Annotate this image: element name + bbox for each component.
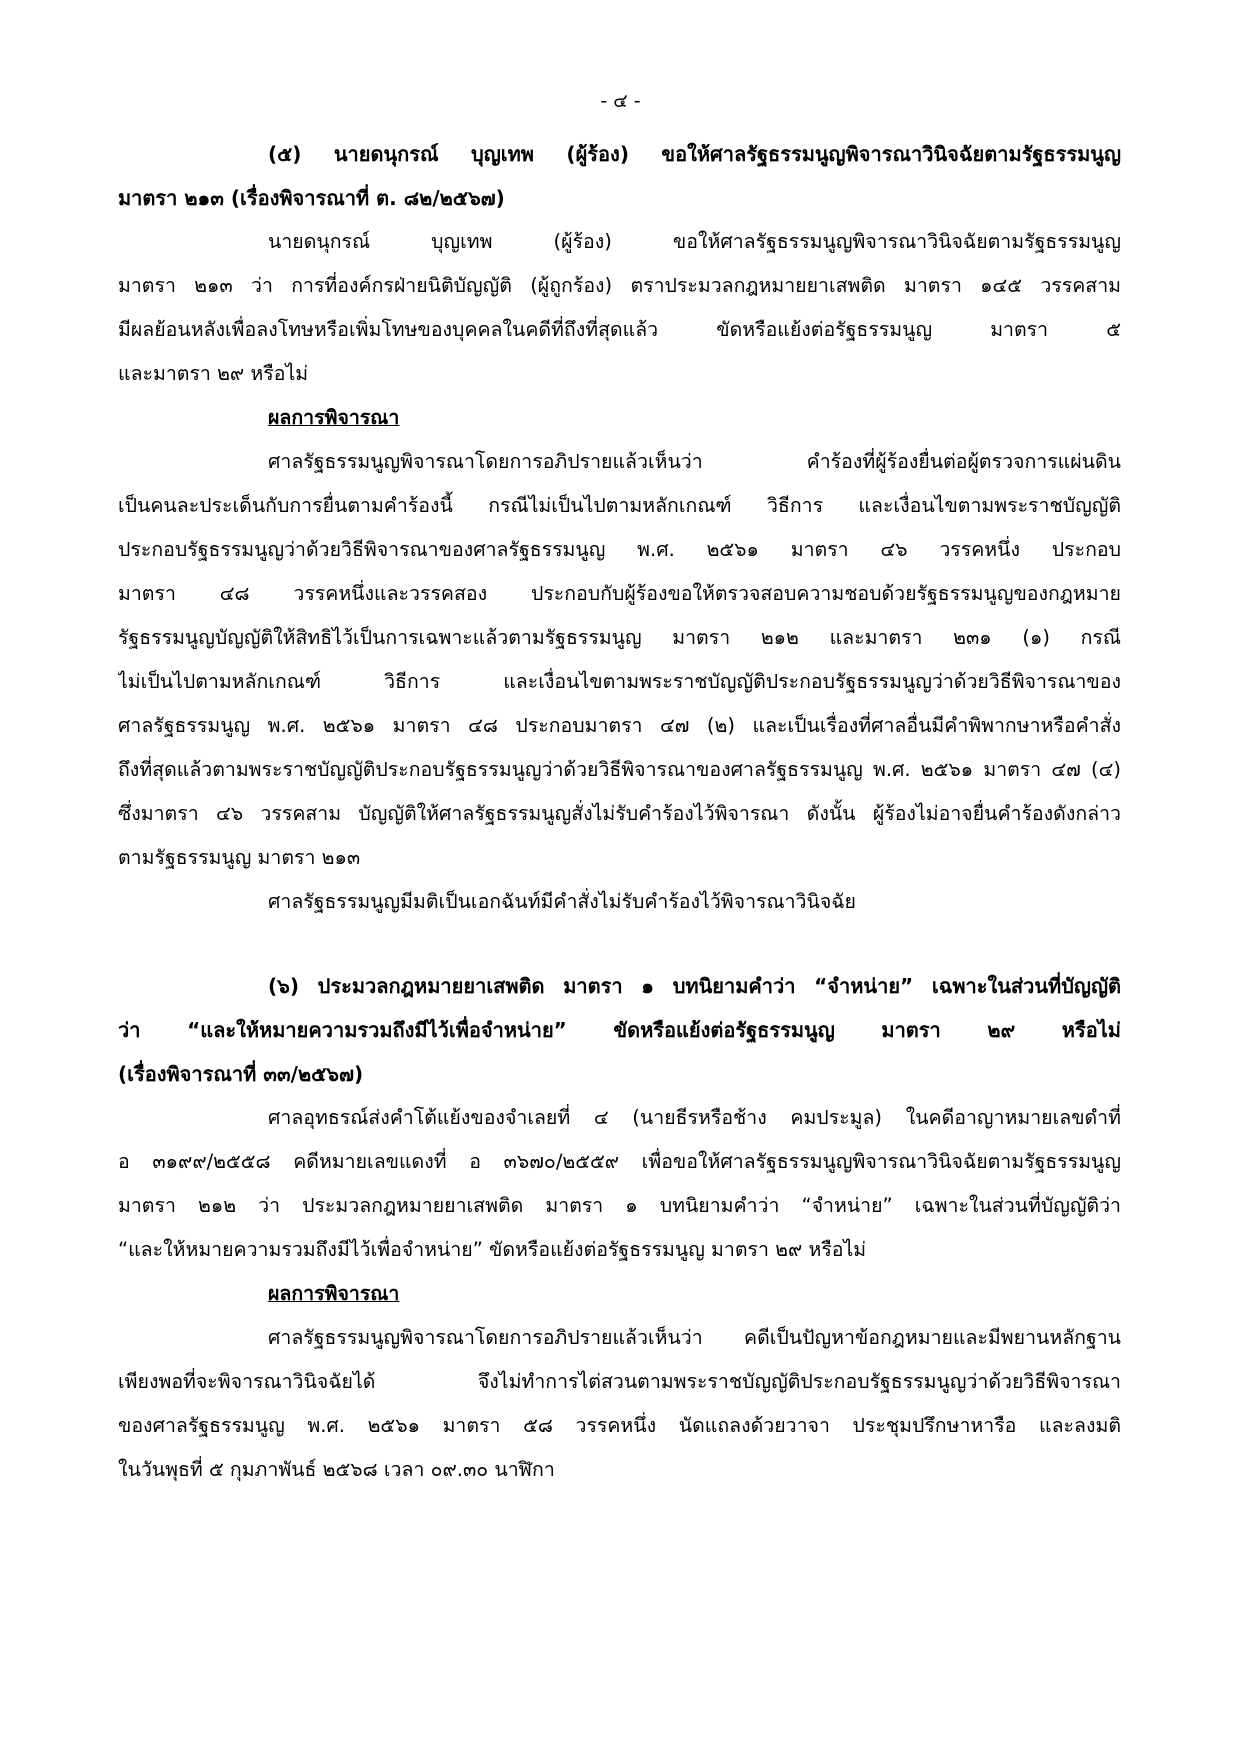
section-5-para-2-line-10: ตามรัฐธรรมนูญ มาตรา ๒๑๓ xyxy=(118,846,361,869)
page-number: - ๔ - xyxy=(600,90,641,112)
section-6-para-1-line-2: อ ๓๑๙๙/๒๕๕๘ คดีหมายเลขแดงที่ อ ๓๖๗๐/๒๕๕๙ เพื่อขอให้ศาลรัฐธรรมนูญพิจารณาวินิจฉัยตามรัฐธรรมนูญ xyxy=(118,1150,1121,1173)
section-6 xyxy=(118,964,1121,1492)
section-6-para-1-line-3: มาตรา ๒๑๒ ว่า ประมวลกฎหมายยาเสพติด มาตรา ๑ บทนิยามคำว่า “จำหน่าย” เฉพาะในส่วนที่บัญญัติว่า xyxy=(118,1194,1121,1217)
section-5-para-2-line-8: ถึงที่สุดแล้วตามพระราชบัญญัติประกอบรัฐธรรมนูญว่าด้วยวิธีพิจารณาของศาลรัฐธรรมนูญ พ.ศ. ๒๕๖๑ มาตรา ๔๗ (๔) xyxy=(118,758,1121,781)
section-5-title-line-2: มาตรา ๒๑๓ (เรื่องพิจารณาที่ ต. ๘๒/๒๕๖๗) xyxy=(118,186,505,210)
section-5-para-1-line-1: นายดนุกรณ์ บุญเทพ (ผู้ร้อง) ขอให้ศาลรัฐธรรมนูญพิจารณาวินิจฉัยตามรัฐธรรมนูญ xyxy=(268,230,1121,253)
section-6-para-2-line-1: ศาลรัฐธรรมนูญพิจารณาโดยการอภิปรายแล้วเห็นว่า คดีเป็นปัญหาข้อกฎหมายและมีพยานหลักฐาน xyxy=(268,1326,1121,1349)
section-5-para-2-line-9: ซึ่งมาตรา ๔๖ วรรคสาม บัญญัติให้ศาลรัฐธรรมนูญสั่งไม่รับคำร้องไว้พิจารณา ดังนั้น ผู้ร้องไม่อาจยื่นคำร้องดังกล่าว xyxy=(118,802,1121,825)
section-6-para-1-line-4: “และให้หมายความรวมถึงมีไว้เพื่อจำหน่าย” ขัดหรือแย้งต่อรัฐธรรมนูญ มาตรา ๒๙ หรือไม่ xyxy=(118,1238,867,1261)
section-6-result-heading: ผลการพิจารณา xyxy=(268,1282,400,1305)
section-5-para-2-line-1: ศาลรัฐธรรมนูญพิจารณาโดยการอภิปรายแล้วเห็นว่า คำร้องที่ผู้ร้องยื่นต่อผู้ตรวจการแผ่นดิน xyxy=(268,450,1121,473)
section-5-conclusion: ศาลรัฐธรรมนูญมีมติเป็นเอกฉันท์มีคำสั่งไม่รับคำร้องไว้พิจารณาวินิจฉัย xyxy=(268,890,856,913)
section-5-para-2-line-2: เป็นคนละประเด็นกับการยื่นตามคำร้องนี้ กรณีไม่เป็นไปตามหลักเกณฑ์ วิธีการ และเงื่อนไขตามพระราชบัญญัติ xyxy=(118,494,1121,517)
section-5-para-1-line-2: มาตรา ๒๑๓ ว่า การที่องค์กรฝ่ายนิติบัญญัติ (ผู้ถูกร้อง) ตราประมวลกฎหมายยาเสพติด มาตรา ๑๔๕ วรรคสาม xyxy=(118,274,1121,297)
section-6-para-2-line-3: ของศาลรัฐธรรมนูญ พ.ศ. ๒๕๖๑ มาตรา ๕๘ วรรคหนึ่ง นัดแถลงด้วยวาจา ประชุมปรึกษาหารือ และลงมติ xyxy=(118,1414,1121,1437)
section-6-para-1-line-1: ศาลอุทธรณ์ส่งคำโต้แย้งของจำเลยที่ ๔ (นายธีรหรือช้าง คมประมูล) ในคดีอาญาหมายเลขดำที่ xyxy=(268,1106,1121,1129)
section-5-para-1-line-3: มีผลย้อนหลังเพื่อลงโทษหรือเพิ่มโทษของบุคคลในคดีที่ถึงที่สุดแล้ว ขัดหรือแย้งต่อรัฐธรรมนูญ มาตรา ๕ xyxy=(118,318,1121,341)
section-6-title-line-2: ว่า “และให้หมายความรวมถึงมีไว้เพื่อจำหน่าย” ขัดหรือแย้งต่อรัฐธรรมนูญ มาตรา ๒๙ หรือไม่ xyxy=(118,1018,1121,1042)
section-5-para-2-line-7: ศาลรัฐธรรมนูญ พ.ศ. ๒๕๖๑ มาตรา ๔๘ ประกอบมาตรา ๔๗ (๒) และเป็นเรื่องที่ศาลอื่นมีคำพิพากษาหรือคำสั่ง xyxy=(118,714,1121,737)
section-5-para-1-line-4: และมาตรา ๒๙ หรือไม่ xyxy=(118,362,309,385)
section-6-title-line-1: (๖) ประมวลกฎหมายยาเสพติด มาตรา ๑ บทนิยามคำว่า “จำหน่าย” เฉพาะในส่วนที่บัญญัติ xyxy=(268,974,1121,998)
section-5 xyxy=(118,132,1121,924)
section-5-para-2-line-5: รัฐธรรมนูญบัญญัติให้สิทธิไว้เป็นการเฉพาะแล้วตามรัฐธรรมนูญ มาตรา ๒๑๒ และมาตรา ๒๓๑ (๑) กรณี xyxy=(118,626,1121,649)
section-5-result-heading: ผลการพิจารณา xyxy=(268,406,400,429)
section-5-para-2-line-6: ไม่เป็นไปตามหลักเกณฑ์ วิธีการ และเงื่อนไขตามพระราชบัญญัติประกอบรัฐธรรมนูญว่าด้วยวิธีพิจารณาของ xyxy=(118,670,1121,693)
section-5-title-line-1: (๕) นายดนุกรณ์ บุญเทพ (ผู้ร้อง) ขอให้ศาลรัฐธรรมนูญพิจารณาวินิจฉัยตามรัฐธรรมนูญ xyxy=(268,142,1121,166)
section-5-para-2-line-4: มาตรา ๔๘ วรรคหนึ่งและวรรคสอง ประกอบกับผู้ร้องขอให้ตรวจสอบความชอบด้วยรัฐธรรมนูญของกฎหมาย xyxy=(118,582,1121,605)
section-6-para-2-line-2: เพียงพอที่จะพิจารณาวินิจฉัยได้ จึงไม่ทำการไต่สวนตามพระราชบัญญัติประกอบรัฐธรรมนูญว่าด้วยวิธีพิจารณา xyxy=(118,1370,1121,1393)
section-6-title-line-3: (เรื่องพิจารณาที่ ๓๓/๒๕๖๗) xyxy=(118,1062,364,1086)
section-6-para-2-line-4: ในวันพุธที่ ๕ กุมภาพันธ์ ๒๕๖๘ เวลา ๐๙.๓๐ นาฬิกา xyxy=(118,1458,555,1481)
section-5-para-2-line-3: ประกอบรัฐธรรมนูญว่าด้วยวิธีพิจารณาของศาลรัฐธรรมนูญ พ.ศ. ๒๕๖๑ มาตรา ๔๖ วรรคหนึ่ง ประกอบ xyxy=(118,538,1121,561)
